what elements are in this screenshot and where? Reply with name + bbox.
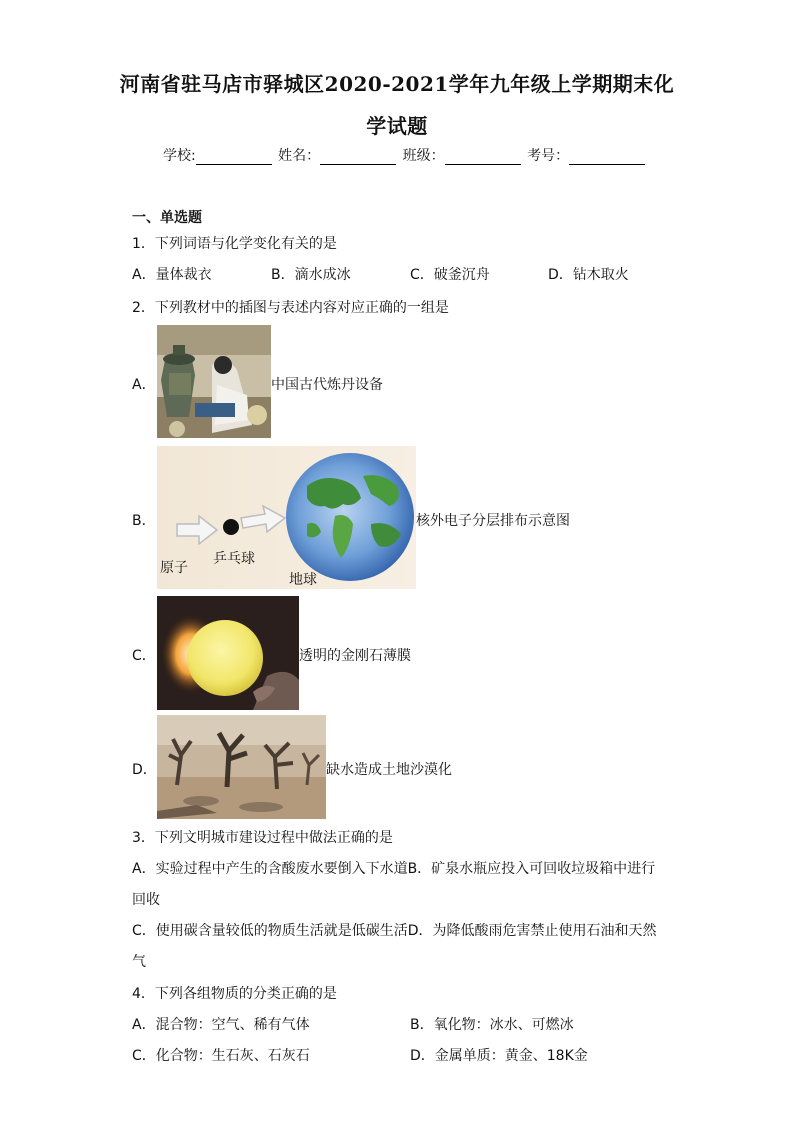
desertification-image [157, 715, 326, 819]
q2-option-c-letter: C． [132, 648, 156, 664]
q2-option-b-letter: B． [132, 513, 156, 529]
exam-title-line2: 学试题 [366, 114, 428, 138]
school-blank [196, 150, 272, 165]
q3-options-cd: C．使用碳含量较低的物质生活就是低碳生活D．为降低酸雨危害禁止使用石油和天然 [132, 923, 657, 939]
q2-option-a-caption: 中国古代炼丹设备 [271, 377, 383, 393]
q1-option-a: A．量体裁衣 [132, 267, 212, 283]
q2-option-d-letter: D． [132, 762, 157, 778]
q4-option-c: C．化合物：生石灰、石灰石 [132, 1048, 310, 1064]
student-info-row [163, 145, 647, 165]
ping-pong-label: 乒乓球 [213, 551, 255, 567]
q2-stem: 2．下列教材中的插图与表述内容对应正确的一组是 [132, 300, 449, 316]
diamond-film-image [157, 596, 299, 710]
q4-option-b: B．氧化物：冰水、可燃冰 [410, 1017, 574, 1033]
q3-options-ab-cont: 回收 [132, 892, 160, 908]
q1-option-c: C．破釜沉舟 [410, 267, 490, 283]
q3-options-ab: A．实验过程中产生的含酸废水要倒入下水道B．矿泉水瓶应投入可回收垃圾箱中进行 [132, 861, 656, 877]
q2-option-a-letter: A． [132, 377, 156, 393]
q3-stem: 3．下列文明城市建设过程中做法正确的是 [132, 830, 393, 846]
school-label: 学校: [163, 148, 196, 164]
q2-option-b-caption: 核外电子分层排布示意图 [416, 513, 570, 529]
class-label: 班级： [402, 148, 445, 164]
class-blank [445, 150, 521, 165]
q2-option-c-caption: 透明的金刚石薄膜 [299, 648, 411, 664]
exam-number-label: 考号： [527, 148, 570, 164]
section-heading: 一、单选题 [132, 210, 202, 226]
q4-option-a: A．混合物：空气、稀有气体 [132, 1017, 310, 1033]
q4-stem: 4．下列各组物质的分类正确的是 [132, 986, 337, 1002]
q1-option-d: D．钻木取火 [548, 267, 629, 283]
name-label: 姓名： [278, 148, 321, 164]
q1-stem: 1．下列词语与化学变化有关的是 [132, 236, 337, 252]
name-blank [320, 150, 396, 165]
q4-option-d: D．金属单质：黄金、18K金 [410, 1048, 588, 1064]
q1-option-b: B．滴水成冰 [271, 267, 351, 283]
q3-options-cd-cont: 气 [132, 954, 146, 970]
exam-title-line1: 河南省驻马店市驿城区2020-2021学年九年级上学期期末化 [119, 72, 675, 96]
atom-scale-diagram [157, 446, 416, 589]
exam-number-blank [569, 150, 645, 165]
q2-option-d-caption: 缺水造成土地沙漠化 [326, 762, 452, 778]
alchemy-furnace-image [157, 325, 271, 438]
earth-label: 地球 [289, 572, 317, 588]
atom-label: 原子 [160, 560, 188, 576]
